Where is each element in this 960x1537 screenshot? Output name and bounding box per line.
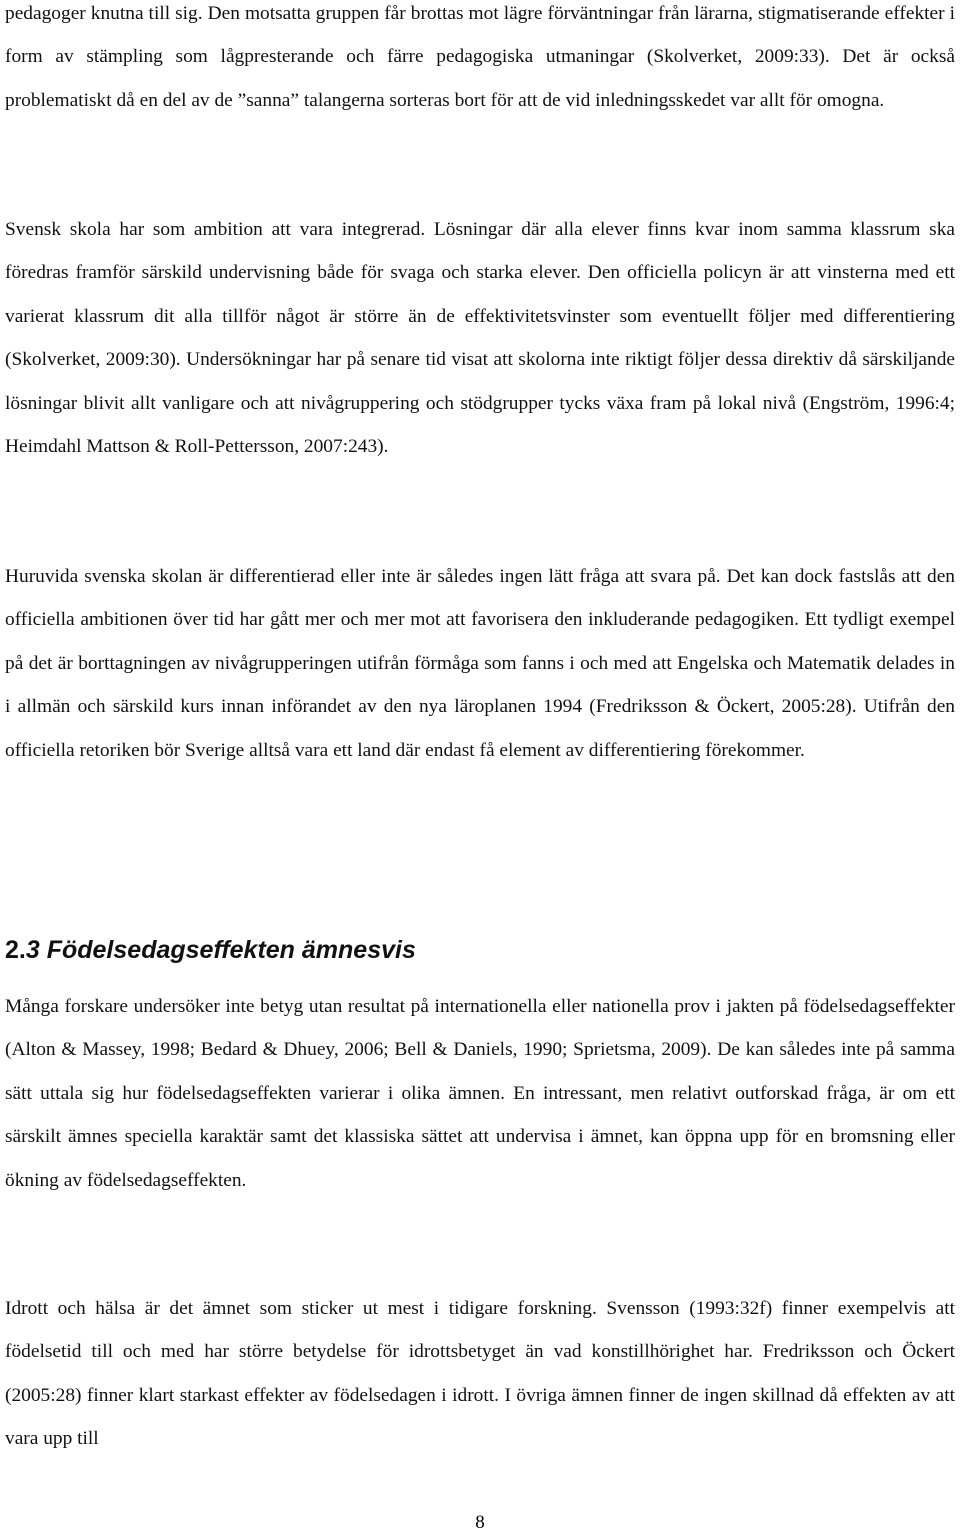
page-number: 8 xyxy=(475,1512,485,1533)
section-heading xyxy=(5,930,416,970)
section-number-part1: 2. xyxy=(5,936,26,964)
paragraph-5: Idrott och hälsa är det ämnet som sticker ut mest i tidigare forskning. Svensson (1993:32f) finner exempelvis att födelsetid till och med har större betydelse för idrottsbetyget än vad konstillhörighet har. Fredriksson och Öckert (2005:28) finner klart starkast effekter av födelsedagen i idrott. I övriga ämnen finner de ingen skillnad då effekten av att vara upp till xyxy=(5,1298,955,1450)
paragraph-3: Huruvida svenska skolan är differentierad eller inte är således ingen lätt fråga att svara på. Det kan dock fastslås att den officiella ambitionen över tid har gått mer och mer mot att favorisera den inkluderande pedagogiken. Ett tydligt exempel på det är borttagningen av nivågrupperingen utifrån förmåga som fanns i och med att Engelska och Matematik delades in i allmän och särskild kurs innan införandet av den nya läroplanen 1994 (Fredriksson & Öckert, 2005:28). Utifrån den officiella retoriken bör Sverige alltså vara ett land där endast få element av differentiering förekommer. xyxy=(5,566,955,761)
paragraph-4: Många forskare undersöker inte betyg utan resultat på internationella eller nationella prov i jakten på födelsedagseffekter (Alton & Massey, 1998; Bedard & Dhuey, 2006; Bell & Daniels, 1990; Sprietsma, 2009). De kan således inte på samma sätt uttala sig hur födelsedagseffekten varierar i olika ämnen. En intressant, men relativt outforskad fråga, är om ett särskilt ämnes speciella karaktär samt det klassiska sättet att undervisa i ämnet, kan öppna upp för en bromsning eller ökning av födelsedagseffekten. xyxy=(5,996,955,1191)
paragraph-1: pedagoger knutna till sig. Den motsatta gruppen får brottas mot lägre förväntningar från lärarna, stigmatiserande effekter i form av stämpling som lågpresterande och färre pedagogiska utmaningar (Skolverket, 2009:33). Det är också problematiskt då en del av de ”sanna” talangerna sorteras bort för att de vid inledningsskedet var allt för omogna. xyxy=(5,3,955,111)
section-title: Födelsedagseffekten ämnesvis xyxy=(46,936,416,964)
section-number-part2: 3 xyxy=(25,936,47,964)
paragraph-2: Svensk skola har som ambition att vara integrerad. Lösningar där alla elever finns kvar inom samma klassrum ska föredras framför särskild undervisning både för svaga och starka elever. Den officiella policyn är att vinsterna med ett varierat klassrum dit alla tillför något är större än de effektivitetsvinster som eventuellt följer med differentiering (Skolverket, 2009:30). Undersökningar har på senare tid visat att skolorna inte riktigt följer dessa direktiv då särskiljande lösningar blivit allt vanligare och att nivågruppering och stödgrupper tycks växa fram på lokal nivå (Engström, 1996:4; Heimdahl Mattson & Roll-Pettersson, 2007:243). xyxy=(5,219,955,458)
